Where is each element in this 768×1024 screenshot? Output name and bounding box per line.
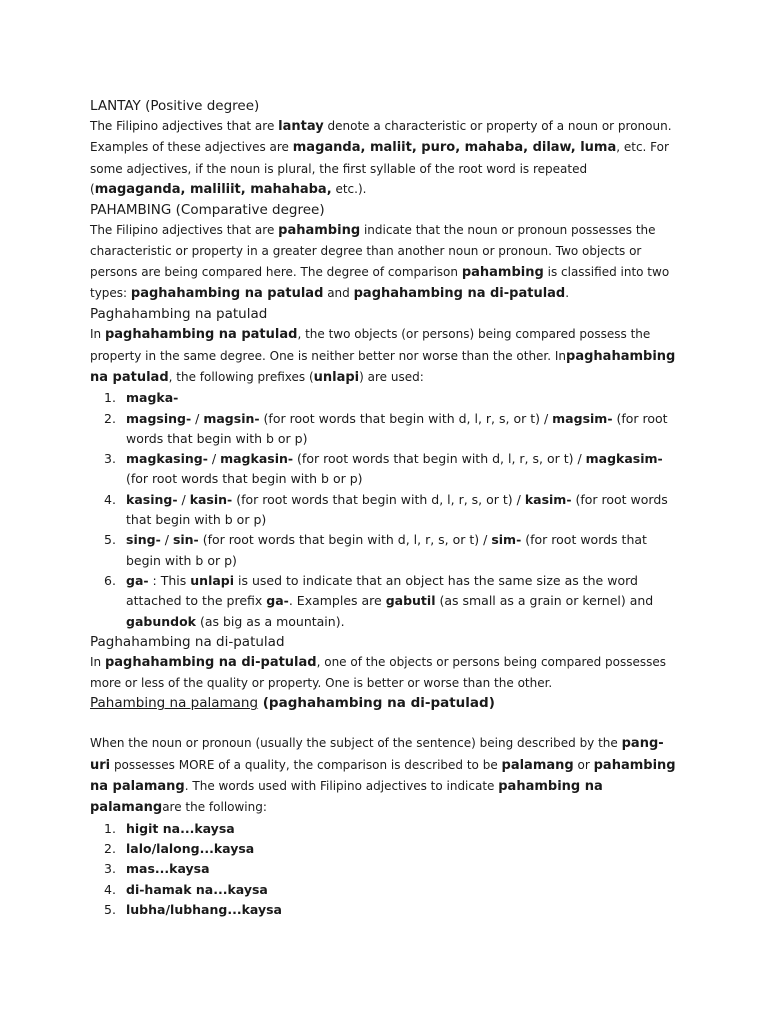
list-item: 2. magsing- / magsin- (for root words that begin with d, l, r, s, or t) / magsim- (for root words that begin with b or p)	[104, 410, 668, 446]
paragraph-di-patulad: In paghahambing na di-patulad, one of the objects or persons being compared possesses more or less of the quality or property. One is better or worse than the other.	[90, 654, 667, 691]
heading-palamang-rest: (paghahambing na di-patulad)	[258, 695, 495, 712]
paragraph-lantay: The Filipino adjectives that are lantay denote a characteristic or property of a noun or pronoun. Examples of these adjectives are maganda, maliit, puro, mahaba, dilaw, luma, etc. For some adjectives, if the noun is plural, the first syllable of the root word is repeated (magaganda, maliliit, mahahaba, etc.).	[90, 119, 672, 197]
document-body	[90, 96, 680, 920]
list-item: 1. higit na...kaysa	[104, 820, 235, 836]
list-item: 3. magkasing- / magkasin- (for root words that begin with d, l, r, s, or t) / magkasim- (for root words that begin with b or p)	[104, 451, 663, 487]
heading-di-patulad: Paghahambing na di-patulad	[90, 633, 285, 650]
list-item: 4. di-hamak na...kaysa	[104, 881, 268, 897]
list-item: 5. sing- / sin- (for root words that begin with d, l, r, s, or t) / sim- (for root words that begin with b or p)	[104, 532, 647, 568]
paragraph-patulad: In paghahambing na patulad, the two objects (or persons) being compared possess the property in the same degree. One is neither better nor worse than the other. Inpaghahambing na patulad, the following prefixes (unlapi) are used:	[90, 327, 676, 385]
list-item: 5. lubha/lubhang...kaysa	[104, 901, 282, 917]
list-item: 6. ga- : This unlapi is used to indicate that an object has the same size as the word attached to the prefix ga-. Examples are gabutil (as small as a grain or kernel) and gabundok (as big as a mountain).	[104, 572, 654, 629]
list-item: 1. magka-	[104, 390, 179, 406]
paragraph-palamang: When the noun or pronoun (usually the subject of the sentence) being described by the pang-uri possesses MORE of a quality, the comparison is described to be palamang or pahambing na palamang. The words used with Filipino adjectives to indicate pahambing na palamangare the following:	[90, 736, 676, 816]
heading-patulad: Paghahambing na patulad	[90, 306, 268, 323]
prefix-list	[90, 388, 680, 632]
list-item: 4. kasing- / kasin- (for root words that begin with d, l, r, s, or t) / kasim- (for root words that begin with b or p)	[104, 491, 668, 528]
heading-lantay: LANTAY (Positive degree)	[90, 98, 260, 114]
list-item: 3. mas...kaysa	[104, 861, 210, 877]
list-item: 2. lalo/lalong...kaysa	[104, 840, 255, 856]
heading-pahambing: PAHAMBING (Comparative degree)	[90, 202, 325, 219]
heading-palamang-underlined: Pahambing na palamang	[90, 695, 259, 712]
heading-palamang	[90, 693, 680, 713]
spacer	[90, 713, 680, 733]
palamang-list	[90, 819, 680, 920]
paragraph-pahambing: The Filipino adjectives that are pahambing indicate that the noun or pronoun possesses the characteristic or property in a greater degree than another noun or pronoun. Two objects or persons are being compared here. The degree of comparison pahambing is classified into two types: paghahambing na patulad and paghahambing na di-patulad.	[90, 223, 670, 302]
